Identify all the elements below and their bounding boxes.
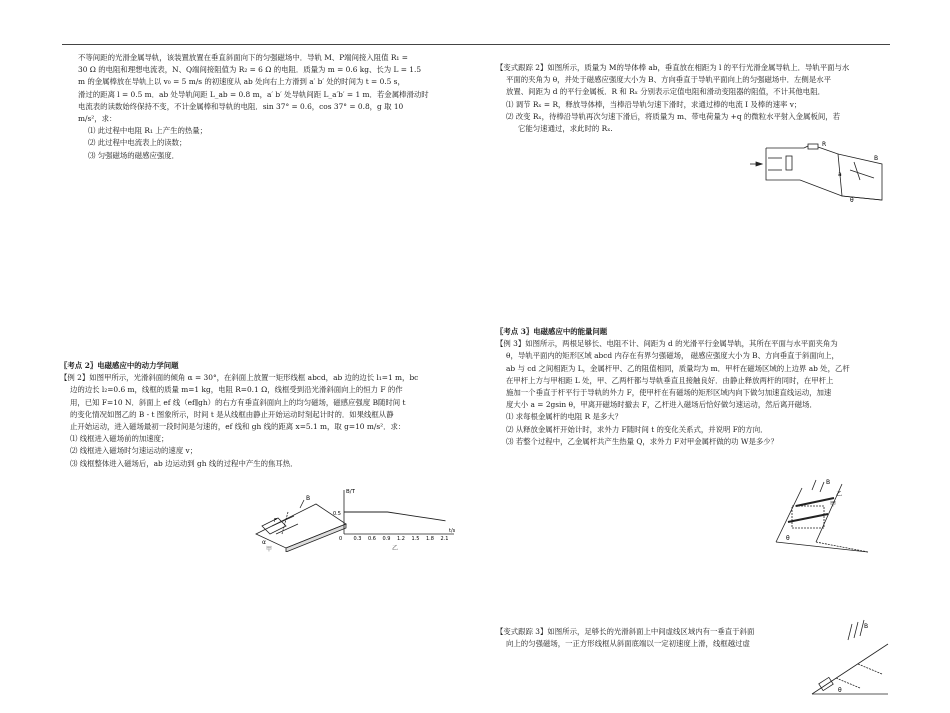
text-line: 平面的夹角为 θ，并处于磁感应强度大小为 B、方向垂直于导轨平面向上的匀强磁场中．左侧是水平 <box>506 75 831 85</box>
question-item: ⑴ 调节 Rₓ = R，释放导体棒，当棒沿导轨匀速下滑时，求通过棒的电流 I 及棒的速率 v； <box>506 99 802 109</box>
figure-label: θ <box>838 687 842 694</box>
left-bottom-problem <box>60 360 450 470</box>
figure-label: B <box>864 623 869 630</box>
section-heading: 〖考点 2〗电磁感应中的动力学问题 <box>60 361 179 370</box>
y-axis-label: B/T <box>346 489 355 495</box>
example3-figure <box>772 476 882 556</box>
figure-label: θ <box>850 197 854 204</box>
variant2-figure <box>742 140 892 206</box>
text-line: ab 与 cd 之间相距为 L，金属杆甲、乙的阻值相同，质量均为 m．甲杆在磁场区域的上边界 ab 处，乙杆 <box>506 363 850 373</box>
variant3-figure <box>808 614 892 702</box>
text-line: m/s²，求： <box>78 114 117 124</box>
question-item: ⑶ 线框整体进入磁场后，ab 边运动到 gh 线的过程中产生的焦耳热． <box>70 458 298 468</box>
figure-caption: 甲 <box>266 546 273 552</box>
right-bottom-problem <box>496 626 816 650</box>
question-item: ⑴ 求每根金属杆的电阻 R 是多大？ <box>506 412 623 422</box>
text-line: 【例 2】如图甲所示，光滑斜面的倾角 α = 30°，在斜面上放置一矩形线框 abcd，ab 边的边长 l₁=1 m，bc <box>60 373 419 383</box>
text-line: 的变化情况如图乙的 B - t 图象所示，时间 t 是从线框由静止开始运动时刻起计时的．如果线框从静 <box>70 409 394 419</box>
figure-caption: 乙 <box>392 545 399 552</box>
section-heading: 〖考点 3〗电磁感应中的能量问题 <box>496 327 608 336</box>
right-top-problem <box>496 62 896 135</box>
text-line: 用，已知 F=10 N．斜面上 ef 线（ef∥gh）的右方有垂直斜面向上的均匀磁场，磁感应强度 B随时间 t <box>70 397 406 407</box>
figure-label: B <box>306 495 311 502</box>
question-item: ⑴ 线框进入磁场前的加速度； <box>70 434 169 444</box>
figure-label: B <box>826 479 831 486</box>
text-line: 【变式跟踪 2】如图所示，质量为 M的导体棒 ab，垂直放在相距为 l 的平行光滑金属导轨上．导轨平面与水 <box>496 63 850 72</box>
x-tick-label: 0.9 <box>382 536 391 542</box>
text-line: 放置、间距为 d 的平行金属板．R 和 Rₓ 分别表示定值电阻和滑动变阻器的阻值，不计其他电阻． <box>506 87 825 97</box>
question-item: ⑶ 若整个过程中，乙金属杆共产生热量 Q，求外力 F对甲金属杆做的功 W是多少？ <box>506 436 779 446</box>
figure-label: R <box>822 141 827 148</box>
figure-label: 乙 <box>836 491 843 498</box>
question-item: ⑵ 线框进入磁场时匀速运动的速度 v； <box>70 446 198 456</box>
x-tick-label: 1.2 <box>397 536 405 542</box>
text-line: 边的边长 l₂=0.6 m，线框的质量 m=1 kg，电阻 R=0.1 Ω，线框受到沿光滑斜面向上的恒力 F 的作 <box>70 385 403 395</box>
figure-label: α <box>262 539 266 546</box>
text-line: 不等间距的光滑金属导轨，该装置放置在垂直斜面向下的匀强磁场中．导轨 M、P端间接入阻值 R₁ = <box>78 53 408 62</box>
text-line: 向上的匀强磁场，一正方形线框从斜面底端以一定初速度上滑，线框越过虚 <box>506 639 750 649</box>
question-item: ⑵ 从释放金属杆开始计时，求外力 F随时间 t 的变化关系式，并说明 F的方向． <box>506 424 768 434</box>
origin-label: 0 <box>339 536 343 542</box>
question-item: ⑴ 此过程中电阻 R₁ 上产生的热量； <box>88 126 208 136</box>
question-item: 它能匀速通过，求此时的 Rₓ. <box>518 124 613 134</box>
text-line: θ，导轨平面内的矩形区域 abcd 内存在有界匀强磁场， 磁感应强度大小为 B、方向垂直于斜面向上， <box>506 351 839 361</box>
text-line: 施加一个垂直于杆平行于导轨的外力 F，使甲杆在有磁场的矩形区域内向下做匀加速直线运动，加速 <box>506 388 832 398</box>
text-line: 30 Ω 的电阻和理想电流表，N、Q端间接阻值为 R₂ = 6 Ω 的电阻．质量为 m = 0.6 kg、长为 L = 1.5 <box>78 65 422 75</box>
text-line: 【变式跟踪 3】如图所示，足够长的光滑斜面上中间虚线区域内有一垂直于斜面 <box>496 627 755 636</box>
question-item: ⑵ 此过程中电流表上的读数； <box>88 138 187 148</box>
figure-label: F <box>274 518 277 524</box>
question-item: ⑶ 匀强磁场的磁感应强度． <box>88 150 180 160</box>
text-line: 在甲杆上方与甲相距 L 处，甲、乙两杆都与导轨垂直且接触良好．由静止释放两杆的同时，在甲杆上 <box>506 375 834 385</box>
text-line: 度大小 a = 2gsin θ，甲离开磁场时撤去 F，乙杆进入磁场后恰好做匀速运动，然后离开磁场． <box>506 400 817 410</box>
y-tick-label: 0.5 <box>333 511 341 517</box>
text-line: 止开始运动，进入磁场最初一段时间是匀速的，ef 线和 gh 线的距离 x=5.1 m，取 g=10 m/s²．求： <box>70 422 406 432</box>
x-tick-label: 0.6 <box>368 536 376 542</box>
bt-series-line <box>344 512 446 521</box>
text-line: 【例 3】如图所示，两根足够长、电阻不计、间距为 d 的光滑平行金属导轨，其所在平面与水平面夹角为 <box>496 339 838 349</box>
text-line: m 的金属棒放在导轨上以 v₀ = 5 m/s 的初速度从 ab 处向右上方滑到 a′ b′ 处的时间为 t = 0.5 s， <box>78 77 405 87</box>
x-tick-label: 2.1 <box>440 536 449 542</box>
x-tick-label: 1.8 <box>426 536 434 542</box>
figure-label: a <box>838 171 842 178</box>
bt-chart <box>332 484 460 554</box>
left-top-problem <box>78 52 448 162</box>
x-tick-label: 1.5 <box>411 536 420 542</box>
text-line: 电流表的读数始终保持不变，不计金属棒和导轨的电阻．sin 37° = 0.6，cos 37° = 0.8，g 取 10 <box>78 101 404 111</box>
figure-label: 甲 <box>830 501 837 508</box>
top-rule <box>62 44 890 45</box>
figure-label: θ <box>786 535 790 542</box>
x-axis-label: t/s <box>449 528 456 534</box>
right-middle-problem <box>496 326 896 448</box>
x-tick-label: 0.3 <box>353 536 362 542</box>
question-item: ⑵ 改变 Rₓ，待棒沿导轨再次匀速下滑后，将质量为 m、带电荷量为 +q 的微粒水平射入金属板间，若 <box>506 111 841 121</box>
text-line: 滑过的距离 l = 0.5 m．ab 处导轨间距 L_ab = 0.8 m，a′ b′ 处导轨间距 L_a′b′ = 1 m．若金属棒滑动时 <box>78 89 429 99</box>
figure-label: B <box>874 155 879 162</box>
